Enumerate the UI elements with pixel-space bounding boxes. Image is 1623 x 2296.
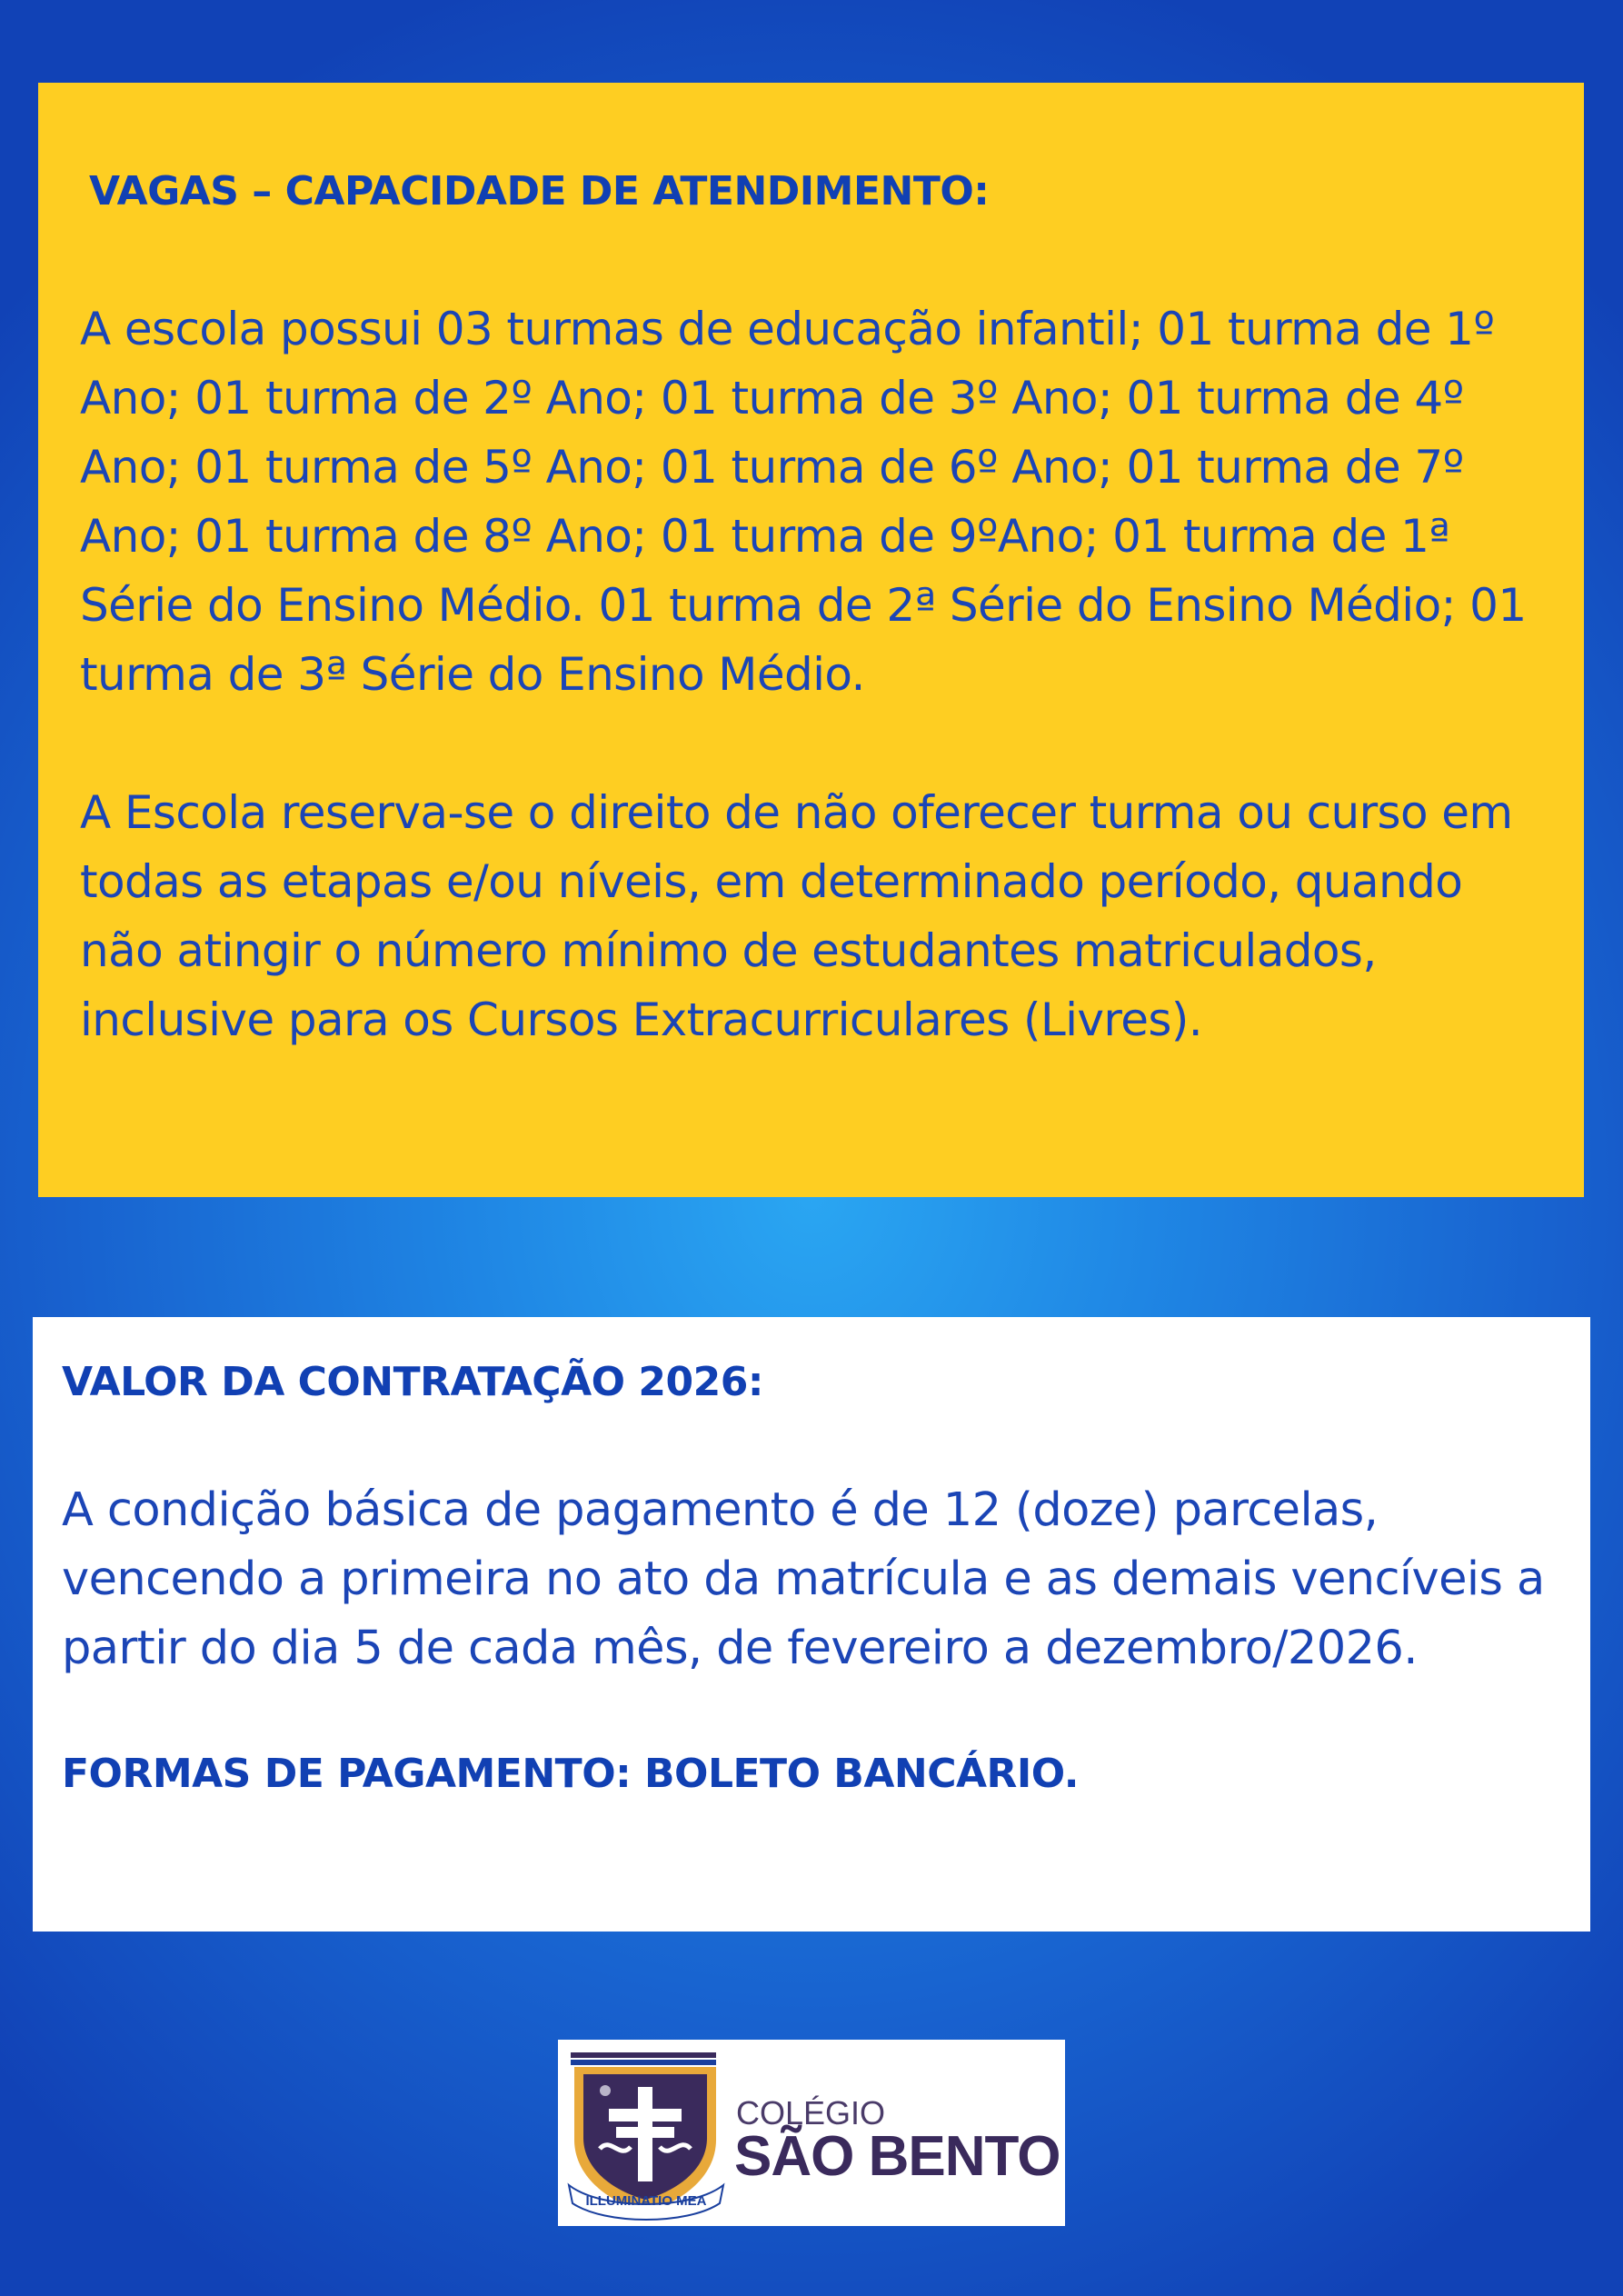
logo-colegio-text: COLÉGIO — [736, 2094, 886, 2131]
vagas-panel — [38, 83, 1584, 1197]
valor-title: VALOR DA CONTRATAÇÃO 2026: — [62, 1359, 763, 1405]
colegio-sao-bento-logo — [558, 2040, 1065, 2226]
vagas-paragraph-turmas: A escola possui 03 turmas de educação infantil; 01 turma de 1º Ano; 01 turma de 2º Ano; 01 turma de 3º Ano; 01 turma de 4º Ano; 01 turma de 5º Ano; 01 turma de 6º Ano; 01 turma de 7º Ano; 01 turma de 8º Ano; 01 turma de 9ºAno; 01 turma de 1ª Série do Ensino Médio. 01 turma de 2ª Série do Ensino Médio; 01 turma de 3ª Série do Ensino Médio. — [80, 302, 1527, 701]
vagas-paragraph-reserva: A Escola reserva-se o direito de não oferecer turma ou curso em todas as etapas e/ou níveis, em determinado período, quando não atingir o número mínimo de estudantes matriculados, inclusive para os Cursos Extracurriculares (Livres). — [80, 785, 1513, 1046]
valor-paragraph: A condição básica de pagamento é de 12 (doze) parcelas, vencendo a primeira no ato da matrícula e as demais vencíveis a partir do dia 5 de cada mês, de fevereiro a dezembro/2026. — [62, 1482, 1545, 1675]
vagas-title: VAGAS – CAPACIDADE DE ATENDIMENTO: — [89, 168, 990, 215]
logo-sao-bento-text: SÃO BENTO — [734, 2125, 1060, 2188]
payment-methods: FORMAS DE PAGAMENTO: BOLETO BANCÁRIO. — [62, 1750, 1079, 1797]
crest-shield-icon — [565, 2049, 727, 2221]
valor-panel — [33, 1317, 1590, 1932]
svg-text:ILLUMINATIO MEA: ILLUMINATIO MEA — [585, 2193, 707, 2209]
